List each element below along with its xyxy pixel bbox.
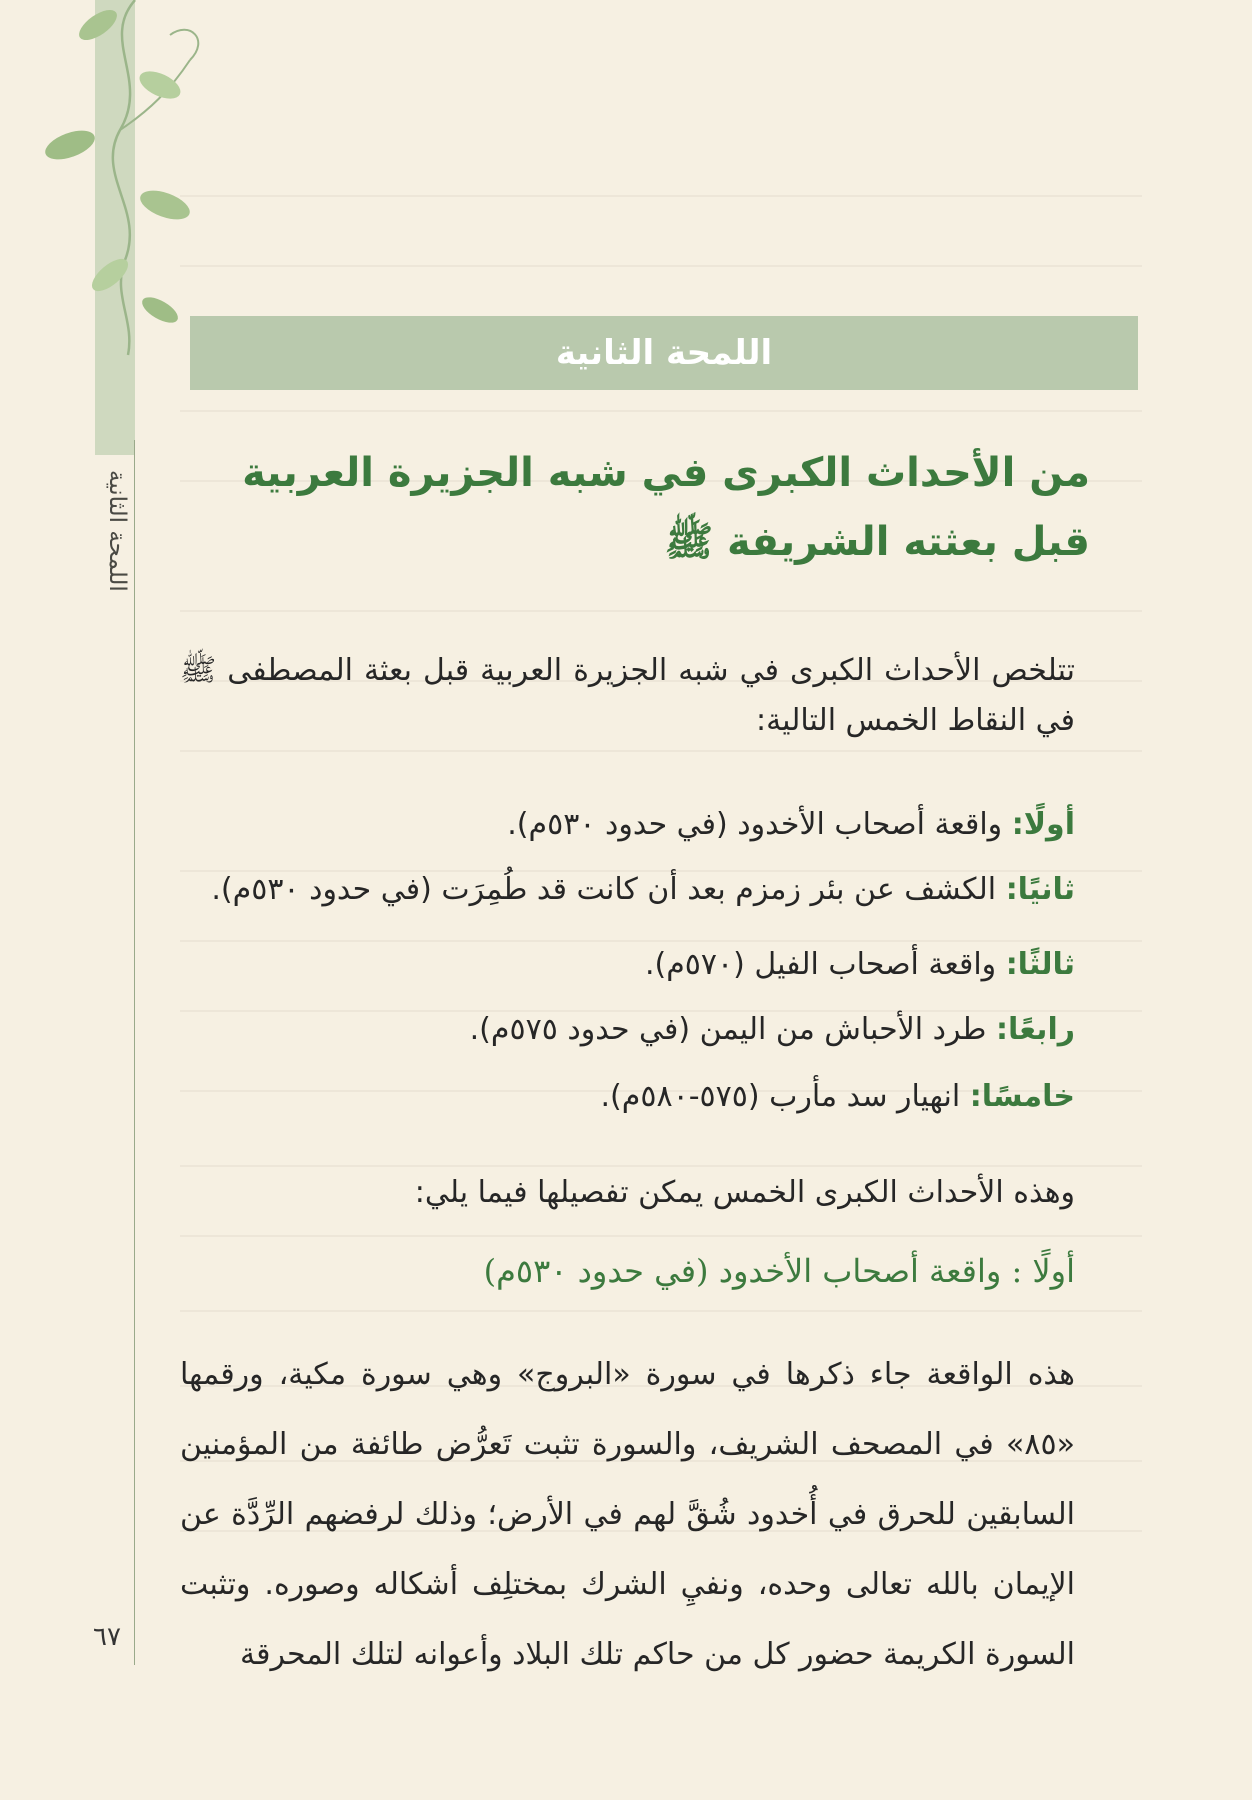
event-lead: خامسًا: xyxy=(969,1079,1075,1114)
chapter-heading-line-1: من الأحداث الكبرى في شبه الجزيرة العربية xyxy=(242,450,1090,496)
event-lead: ثانيًا: xyxy=(1005,872,1075,907)
vine-ornament-icon xyxy=(40,0,200,360)
body-line: السابقين للحرق في أُخدود شُقَّ لهم في الأرض؛ وذلك لرفضهم الرِّدَّة عن xyxy=(180,1497,1075,1532)
banner-title: اللمحة الثانية xyxy=(555,333,773,373)
event-lead: ثالثًا: xyxy=(1005,947,1075,982)
event-item xyxy=(180,865,1075,915)
event-lead: رابعًا: xyxy=(995,1012,1075,1047)
event-item xyxy=(180,940,1075,990)
event-item xyxy=(180,800,1075,850)
event-lead: أولًا: xyxy=(1011,807,1075,842)
event-text: طرد الأحباش من اليمن (في حدود ٥٧٥م). xyxy=(469,1012,987,1047)
transition-paragraph: وهذه الأحداث الكبرى الخمس يمكن تفصيلها فيما يلي: xyxy=(414,1175,1075,1210)
event-item xyxy=(180,1005,1075,1055)
faint-side-text xyxy=(100,640,134,920)
body-line: هذه الواقعة جاء ذكرها في سورة «البروج» وهي سورة مكية، ورقمها xyxy=(180,1357,1075,1392)
page-number: ٦٧ xyxy=(93,1622,121,1652)
intro-paragraph: تتلخص الأحداث الكبرى في شبه الجزيرة العربية قبل بعثة المصطفى ﷺ في النقاط الخمس التالية: xyxy=(180,653,1075,738)
chapter-heading-line-2: قبل بعثته الشريفة ﷺ xyxy=(664,519,1090,565)
event-item xyxy=(180,1072,1075,1122)
event-text: واقعة أصحاب الفيل (٥٧٠م). xyxy=(644,947,997,982)
body-line: الإيمان بالله تعالى وحده، ونفيِ الشرك بمختلِف أشكاله وصوره. وتثبت xyxy=(180,1567,1075,1602)
margin-rule xyxy=(134,440,135,1665)
section-subheading: أولًا : واقعة أصحاب الأخدود (في حدود ٥٣٠م) xyxy=(483,1252,1075,1290)
event-text: واقعة أصحاب الأخدود (في حدود ٥٣٠م). xyxy=(507,807,1003,842)
body-line: السورة الكريمة حضور كل من حاكم تلك البلاد وأعوانه لتلك المحرقة xyxy=(240,1637,1075,1672)
chapter-side-label: اللمحة الثانية xyxy=(104,470,130,592)
event-text: الكشف عن بئر زمزم بعد أن كانت قد طُمِرَت (في حدود ٥٣٠م). xyxy=(211,872,997,907)
event-text: انهيار سد مأرب (٥٧٥-٥٨٠م). xyxy=(600,1079,961,1114)
body-line: «٨٥» في المصحف الشريف، والسورة تثبت تَعرُّض طائفة من المؤمنين xyxy=(180,1427,1075,1462)
